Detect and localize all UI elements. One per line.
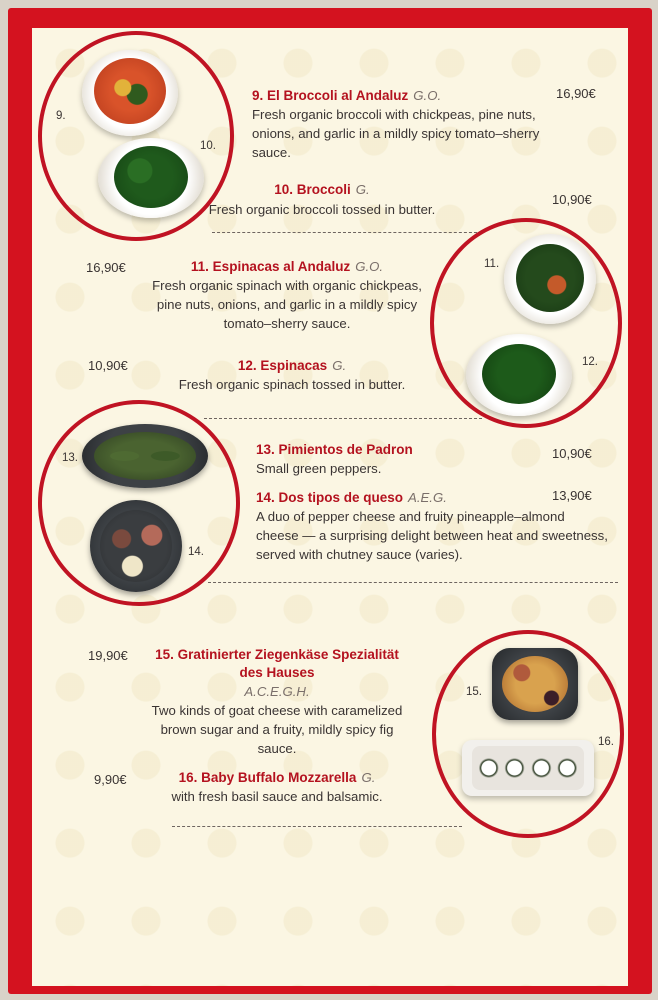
item-14-price: 13,90€ — [552, 488, 592, 503]
item-15-desc-line3: sauce. — [257, 741, 297, 756]
item-15-heading-line1 — [132, 645, 422, 664]
item-16-price: 9,90€ — [94, 772, 127, 787]
item-15-price: 19,90€ — [88, 648, 128, 663]
item-14-heading — [256, 488, 447, 507]
item-13-title: 13. Pimientos de Padron — [256, 442, 413, 457]
item-10-desc-line1: Fresh organic broccoli tossed in butter. — [208, 202, 436, 217]
item-11-desc-line3: tomato–sherry sauce. — [223, 316, 351, 331]
item-15-desc-line1: Two kinds of goat cheese with caramelized — [151, 703, 403, 718]
dish-15-food — [502, 656, 568, 712]
item-12-desc-line1: Fresh organic spinach tossed in butter. — [178, 377, 406, 392]
item-15-codes-line — [192, 682, 362, 701]
photo-number-15: 15. — [466, 686, 482, 698]
item-16-desc-line1: with fresh basil sauce and balsamic. — [171, 789, 383, 804]
dish-16-food — [472, 746, 584, 790]
item-12-codes: G. — [332, 358, 347, 373]
item-11-price: 16,90€ — [86, 260, 126, 275]
divider-4 — [172, 826, 462, 827]
item-11-codes: G.O. — [355, 259, 384, 274]
photo-number-14: 14. — [188, 546, 204, 558]
dish-11-food — [516, 244, 584, 312]
item-10-price: 10,90€ — [552, 192, 592, 207]
item-16-title: 16. Baby Buffalo Mozzarella — [178, 770, 357, 785]
item-11-desc-line2: pine nuts, onions, and garlic in a mildly spicy — [156, 297, 418, 312]
item-14-title: 14. Dos tipos de queso — [256, 490, 404, 505]
photo-number-10: 10. — [200, 140, 216, 152]
item-9-desc-line1: Fresh organic broccoli with chickpeas, pine nuts, — [252, 107, 536, 122]
item-11-title: 11. Espinacas al Andaluz — [190, 259, 351, 274]
item-9-price: 16,90€ — [556, 86, 596, 101]
item-14-desc-line3: served with chutney sauce (varies). — [256, 547, 463, 562]
divider-2 — [204, 418, 482, 419]
item-14-desc-line1: A duo of pepper cheese and fruity pineapple–almond — [256, 509, 565, 524]
item-13-desc-line1: Small green peppers. — [256, 461, 382, 476]
item-16-heading — [152, 768, 402, 787]
photo-number-11: 11. — [484, 258, 500, 270]
item-9-desc-line2: onions, and garlic in a mildly spicy tomato–sherry — [252, 126, 540, 141]
item-10-title: 10. Broccoli — [274, 182, 351, 197]
divider-1 — [212, 232, 482, 233]
photo-number-12: 12. — [582, 356, 598, 368]
item-15-title-cont: des Hauses — [239, 665, 315, 680]
photo-number-9: 9. — [56, 110, 66, 122]
dish-13-food — [94, 432, 196, 480]
item-15-title: 15. Gratinierter Ziegenkäse Spezialität — [155, 647, 399, 662]
item-16-codes: G. — [361, 770, 376, 785]
item-15-codes: A.C.E.G.H. — [244, 684, 310, 699]
photo-number-16: 16. — [598, 736, 614, 748]
item-12-price: 10,90€ — [88, 358, 128, 373]
item-14-desc-line2: cheese — a surprising delight between heat and sweetness, — [256, 528, 608, 543]
dish-12-food — [482, 344, 556, 404]
item-15-heading-line2 — [192, 663, 362, 682]
item-11-desc-line1: Fresh organic spinach with organic chickpeas, — [152, 278, 422, 293]
dish-10-food — [114, 146, 188, 208]
photo-number-13: 13. — [62, 452, 78, 464]
divider-3 — [208, 582, 618, 583]
item-12-title: 12. Espinacas — [237, 358, 328, 373]
dish-9-food — [94, 58, 166, 124]
item-9-title: 9. El Broccoli al Andaluz — [252, 88, 409, 103]
item-11-heading — [152, 257, 422, 276]
item-13-heading — [256, 440, 413, 459]
item-9-codes: G.O. — [413, 88, 442, 103]
dish-14-food — [100, 510, 172, 582]
item-10-codes: G. — [355, 182, 370, 197]
item-13-price: 10,90€ — [552, 446, 592, 461]
item-14-codes: A.E.G. — [408, 490, 447, 505]
item-9-desc-line3: sauce. — [252, 145, 291, 160]
item-12-heading — [192, 356, 392, 375]
item-9-heading — [252, 86, 441, 105]
item-10-heading — [222, 180, 422, 199]
menu-page — [32, 28, 628, 986]
item-15-desc-line2: brown sugar and a fruity, mildly spicy fig — [160, 722, 394, 737]
